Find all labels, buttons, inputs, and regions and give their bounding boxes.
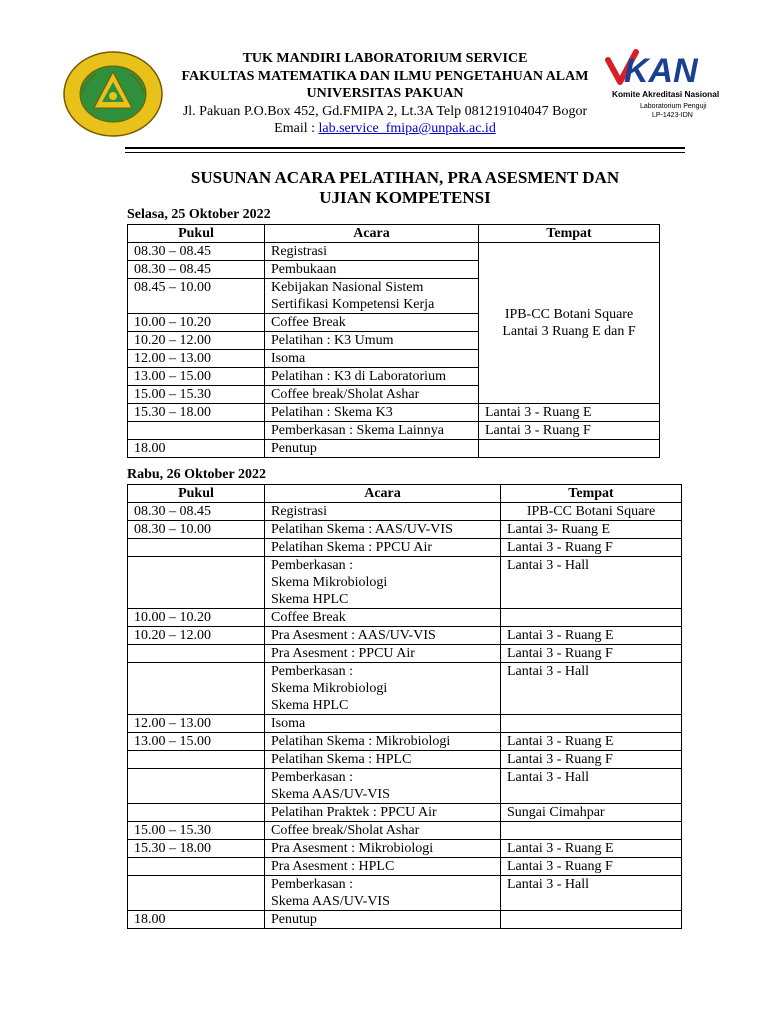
event-cell: Registrasi	[265, 503, 501, 521]
place-cell	[501, 715, 682, 733]
table-row	[128, 733, 682, 751]
event-cell: Coffee break/Sholat Ashar	[265, 386, 479, 404]
event-cell: Pelatihan : K3 di Laboratorium	[265, 368, 479, 386]
time-cell: 18.00	[128, 911, 265, 929]
time-cell: 08.30 – 08.45	[128, 503, 265, 521]
email-link[interactable]: lab.service_fmipa@unpak.ac.id	[318, 121, 496, 136]
time-cell: 13.00 – 15.00	[128, 368, 265, 386]
event-cell: Pra Asesment : Mikrobiologi	[265, 840, 501, 858]
event-cell: Pelatihan Praktek : PPCU Air	[265, 804, 501, 822]
event-cell: Pelatihan Skema : Mikrobiologi	[265, 733, 501, 751]
table-row	[128, 715, 682, 733]
event-cell: Pelatihan : K3 Umum	[265, 332, 479, 350]
time-cell: 15.30 – 18.00	[128, 404, 265, 422]
place-cell: Lantai 3 - Ruang F	[501, 645, 682, 663]
table-row	[128, 404, 660, 422]
day1-label: Selasa, 25 Oktober 2022	[127, 207, 271, 222]
table-row	[128, 822, 682, 840]
column-header-time: Pukul	[128, 485, 265, 503]
place-cell: IPB-CC Botani Square	[501, 503, 682, 521]
time-cell: 08.30 – 08.45	[128, 243, 265, 261]
place-cell	[501, 609, 682, 627]
table-row	[128, 609, 682, 627]
header-divider-thin	[125, 152, 685, 153]
event-cell: Pemberkasan : Skema AAS/UV-VIS	[265, 769, 501, 804]
event-cell: Pelatihan Skema : PPCU Air	[265, 539, 501, 557]
table-row	[128, 751, 682, 769]
header-line3: UNIVERSITAS PAKUAN	[306, 86, 464, 101]
event-cell: Pemberkasan : Skema Mikrobiologi Skema HPLC	[265, 557, 501, 609]
event-cell: Registrasi	[265, 243, 479, 261]
table-row	[128, 663, 682, 715]
place-cell: Lantai 3 - Ruang F	[501, 751, 682, 769]
time-cell: 15.00 – 15.30	[128, 822, 265, 840]
time-cell: 10.00 – 10.20	[128, 314, 265, 332]
title-line1: SUSUNAN ACARA PELATIHAN, PRA ASESMENT DAN	[190, 168, 620, 187]
column-header-event: Acara	[265, 485, 501, 503]
kan-line1-text: Komite Akreditasi Nasional	[612, 89, 720, 99]
place-cell: Lantai 3 - Ruang E	[501, 627, 682, 645]
table-row	[128, 539, 682, 557]
time-cell	[128, 557, 265, 609]
place-cell: Lantai 3 - Hall	[501, 663, 682, 715]
table-row	[128, 876, 682, 911]
time-cell	[128, 858, 265, 876]
header-address: Jl. Pakuan P.O.Box 452, Gd.FMIPA 2, Lt.3A Telp 081219104047 Bogor	[182, 103, 588, 119]
time-cell	[128, 751, 265, 769]
event-cell: Pemberkasan : Skema Lainnya	[265, 422, 479, 440]
table-row	[128, 858, 682, 876]
table-row	[128, 243, 660, 261]
event-cell: Pra Asesment : AAS/UV-VIS	[265, 627, 501, 645]
table-row	[128, 503, 682, 521]
kan-line2-text: Laboratorium Penguji	[640, 103, 707, 110]
event-cell: Isoma	[265, 715, 501, 733]
time-cell	[128, 769, 265, 804]
event-cell: Pelatihan Skema : HPLC	[265, 751, 501, 769]
place-cell: Lantai 3 - Ruang F	[501, 858, 682, 876]
letterhead	[160, 50, 610, 138]
university-logo	[62, 50, 164, 138]
place-cell	[501, 822, 682, 840]
time-cell: 10.20 – 12.00	[128, 332, 265, 350]
kan-name-text: KAN	[624, 52, 698, 90]
place-cell: Lantai 3 - Ruang E	[501, 733, 682, 751]
time-cell: 15.00 – 15.30	[128, 386, 265, 404]
place-cell-merged: IPB-CC Botani Square Lantai 3 Ruang E dan F	[479, 243, 660, 404]
table-row	[128, 521, 682, 539]
time-cell: 12.00 – 13.00	[128, 350, 265, 368]
place-cell	[479, 440, 660, 458]
time-cell	[128, 645, 265, 663]
place-cell: Lantai 3 - Ruang E	[501, 840, 682, 858]
event-cell: Pemberkasan : Skema Mikrobiologi Skema HPLC	[265, 663, 501, 715]
event-cell: Coffee break/Sholat Ashar	[265, 822, 501, 840]
event-cell: Coffee Break	[265, 314, 479, 332]
place-cell: Lantai 3 - Ruang F	[479, 422, 660, 440]
event-cell: Kebijakan Nasional Sistem Sertifikasi Kompetensi Kerja	[265, 279, 479, 314]
time-cell: 13.00 – 15.00	[128, 733, 265, 751]
day2-schedule-table	[127, 484, 682, 929]
place-cell	[501, 911, 682, 929]
time-cell: 18.00	[128, 440, 265, 458]
title-line2: UJIAN KOMPETENSI	[319, 188, 491, 207]
table-row	[128, 911, 682, 929]
time-cell	[128, 876, 265, 911]
place-cell: Lantai 3 - Ruang E	[479, 404, 660, 422]
time-cell: 10.00 – 10.20	[128, 609, 265, 627]
time-cell	[128, 422, 265, 440]
time-cell: 08.45 – 10.00	[128, 279, 265, 314]
time-cell	[128, 663, 265, 715]
header-email-line	[160, 120, 610, 138]
day2-label: Rabu, 26 Oktober 2022	[127, 467, 266, 482]
table-header-row	[128, 225, 660, 243]
place-cell: Lantai 3 - Hall	[501, 557, 682, 609]
header-line2: FAKULTAS MATEMATIKA DAN ILMU PENGETAHUAN ALAM	[181, 68, 589, 84]
email-label: Email :	[274, 121, 319, 136]
event-cell: Coffee Break	[265, 609, 501, 627]
event-cell: Pelatihan Skema : AAS/UV-VIS	[265, 521, 501, 539]
header-line1: TUK MANDIRI LABORATORIUM SERVICE	[242, 51, 528, 66]
day1-schedule-table	[127, 224, 660, 458]
table-row	[128, 804, 682, 822]
event-cell: Pelatihan : Skema K3	[265, 404, 479, 422]
column-header-place: Tempat	[479, 225, 660, 243]
column-header-event: Acara	[265, 225, 479, 243]
event-cell: Isoma	[265, 350, 479, 368]
event-cell: Penutup	[265, 440, 479, 458]
table-row	[128, 840, 682, 858]
event-cell: Pra Asesment : PPCU Air	[265, 645, 501, 663]
kan-logo	[602, 48, 726, 124]
event-cell: Pembukaan	[265, 261, 479, 279]
table-row	[128, 769, 682, 804]
time-cell	[128, 539, 265, 557]
table-header-row	[128, 485, 682, 503]
document-title	[125, 168, 685, 208]
event-cell: Pemberkasan : Skema AAS/UV-VIS	[265, 876, 501, 911]
column-header-place: Tempat	[501, 485, 682, 503]
place-cell: Lantai 3 - Hall	[501, 876, 682, 911]
time-cell: 15.30 – 18.00	[128, 840, 265, 858]
time-cell: 10.20 – 12.00	[128, 627, 265, 645]
table-row	[128, 557, 682, 609]
table-row	[128, 422, 660, 440]
event-cell: Penutup	[265, 911, 501, 929]
kan-line3-text: LP-1423-IDN	[652, 112, 693, 119]
time-cell: 08.30 – 10.00	[128, 521, 265, 539]
table-row	[128, 627, 682, 645]
place-cell: Sungai Cimahpar	[501, 804, 682, 822]
time-cell: 08.30 – 08.45	[128, 261, 265, 279]
place-cell: Lantai 3 - Ruang F	[501, 539, 682, 557]
time-cell	[128, 804, 265, 822]
header-divider-thick	[125, 147, 685, 149]
time-cell: 12.00 – 13.00	[128, 715, 265, 733]
place-cell: Lantai 3 - Hall	[501, 769, 682, 804]
event-cell: Pra Asesment : HPLC	[265, 858, 501, 876]
column-header-time: Pukul	[128, 225, 265, 243]
table-row	[128, 440, 660, 458]
table-row	[128, 645, 682, 663]
place-cell: Lantai 3- Ruang E	[501, 521, 682, 539]
